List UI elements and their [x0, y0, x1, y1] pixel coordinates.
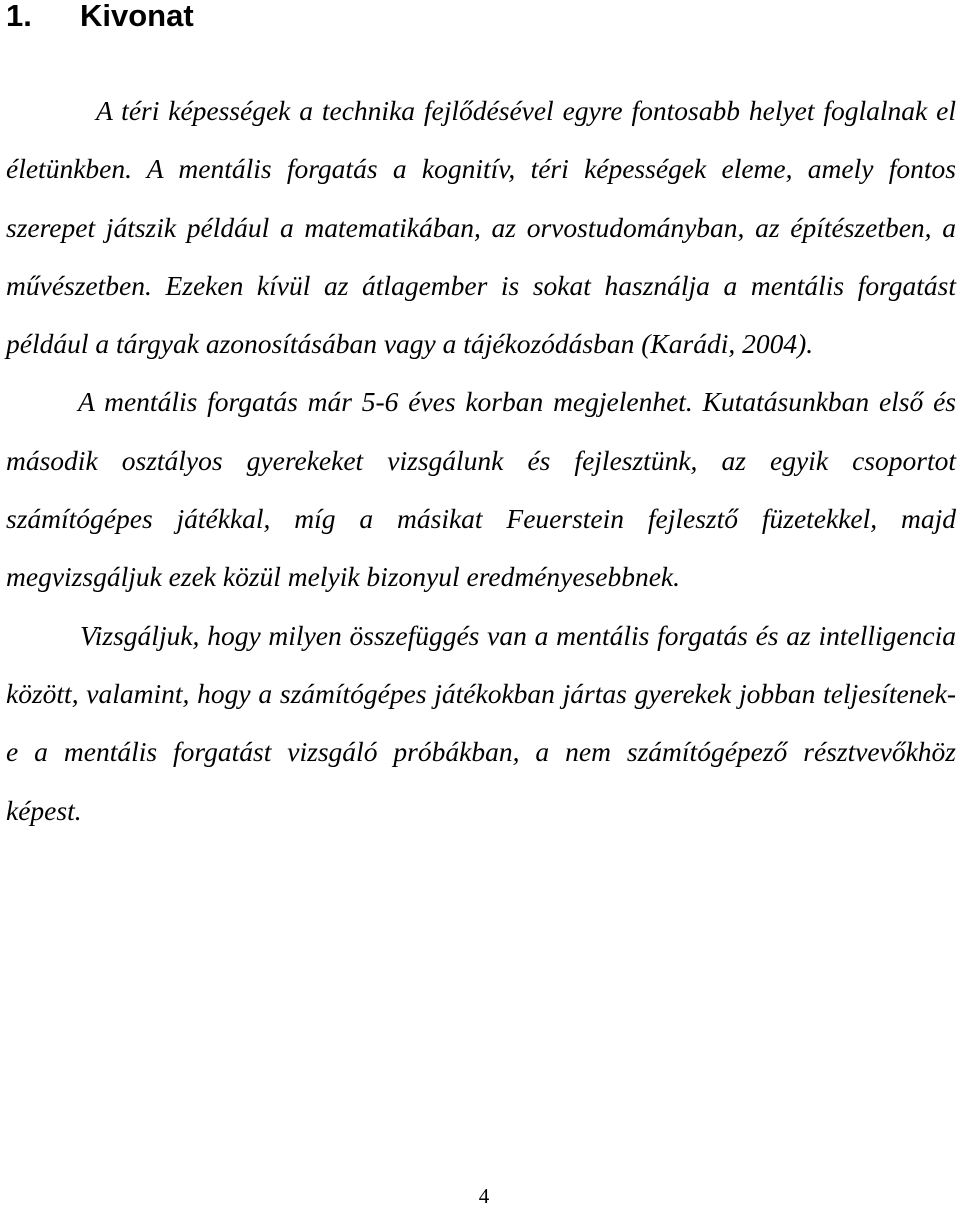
paragraph-1: A téri képességek a technika fejlődésével egyre fontosabb helyet foglalnak el életünkben. A mentális forgatás a kognitív, téri képességek eleme, amely fontos szerepet játszik például a matematikában, az orvostudományban, az építészetben, a művészetben. Ezeken kívül az átlagember is sokat használja a mentális forgatást például a tárgyak azonosításában vagy a tájékozódásban (Karádi, 2004).	[6, 95, 956, 360]
abstract-body	[6, 82, 956, 840]
paragraph-2: A mentális forgatás már 5-6 éves korban megjelenhet. Kutatásunkban első és második osztályos gyerekeket vizsgálunk és fejlesztünk, az egyik csoportot számítógépes játékkal, míg a másikat Feuerstein fejlesztő füzetekkel, majd megvizsgáljuk ezek közül melyik bizonyul eredményesebbnek.	[6, 386, 956, 593]
section-number: 1.	[6, 0, 32, 33]
section-heading	[6, 0, 194, 36]
page-number: 4	[478, 1184, 490, 1208]
section-title: Kivonat	[80, 0, 194, 33]
paragraph-3: Vizsgáljuk, hogy milyen összefüggés van a mentális forgatás és az intelligencia között, valamint, hogy a számítógépes játékokban jártas gyerekek jobban teljesítenek-e a mentális forgatást vizsgáló próbákban, a nem számítógépező résztvevőkhöz képest.	[6, 619, 956, 826]
